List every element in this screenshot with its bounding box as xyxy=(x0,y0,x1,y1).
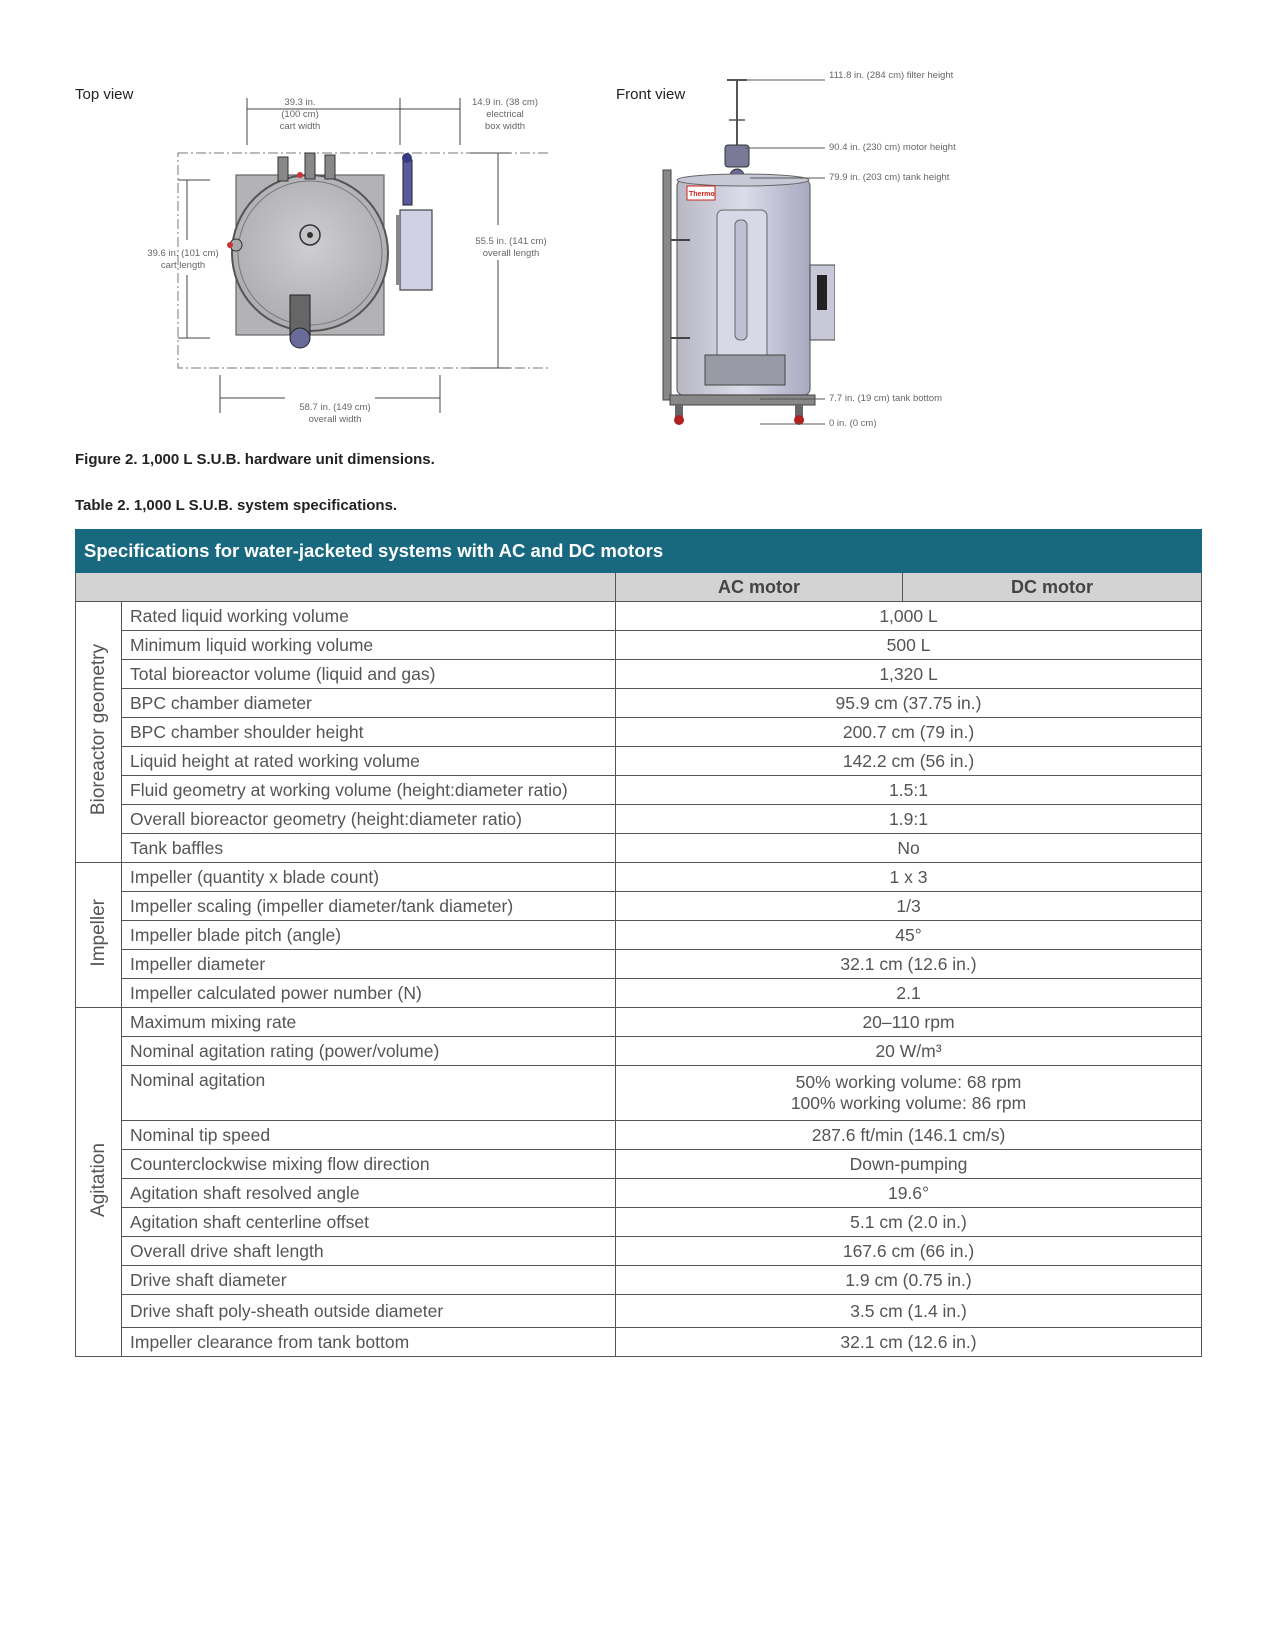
row-value: 200.7 cm (79 in.) xyxy=(616,718,1202,747)
table-row xyxy=(76,1208,1202,1237)
row-value: 45° xyxy=(616,921,1202,950)
group-label-bioreactor-geometry: Bioreactor geometry xyxy=(76,602,122,863)
row-label: Rated liquid working volume xyxy=(122,602,616,631)
table-row xyxy=(76,1266,1202,1295)
table-row xyxy=(76,950,1202,979)
row-value: Down-pumping xyxy=(616,1150,1202,1179)
row-value: 32.1 cm (12.6 in.) xyxy=(616,950,1202,979)
row-value: 20–110 rpm xyxy=(616,1008,1202,1037)
group-label-impeller: Impeller xyxy=(76,863,122,1008)
row-value: 287.6 ft/min (146.1 cm/s) xyxy=(616,1121,1202,1150)
row-label: Impeller clearance from tank bottom xyxy=(122,1328,616,1357)
dim-zero: 0 in. (0 cm) xyxy=(829,418,877,429)
table-row xyxy=(76,1008,1202,1037)
table-row xyxy=(76,892,1202,921)
table-row xyxy=(76,834,1202,863)
row-label: Minimum liquid working volume xyxy=(122,631,616,660)
figure-caption: Figure 2. 1,000 L S.U.B. hardware unit dimensions. xyxy=(75,451,435,468)
dim-tank-height: 79.9 in. (203 cm) tank height xyxy=(829,172,950,183)
dim-overall-length: 55.5 in. (141 cm) overall length xyxy=(475,236,547,259)
table-caption: Table 2. 1,000 L S.U.B. system specifications. xyxy=(75,497,398,514)
row-value: 142.2 cm (56 in.) xyxy=(616,747,1202,776)
row-label: Nominal tip speed xyxy=(122,1121,616,1150)
row-label: Overall drive shaft length xyxy=(122,1237,616,1266)
row-value: 500 L xyxy=(616,631,1202,660)
row-label: Drive shaft poly-sheath outside diameter xyxy=(122,1295,616,1328)
row-label: Tank baffles xyxy=(122,834,616,863)
colhead-ac-motor: AC motor xyxy=(616,573,903,602)
row-value: 3.5 cm (1.4 in.) xyxy=(616,1295,1202,1328)
table-row xyxy=(76,1295,1202,1328)
table-row xyxy=(76,1037,1202,1066)
row-value: 1.5:1 xyxy=(616,776,1202,805)
row-value: 95.9 cm (37.75 in.) xyxy=(616,689,1202,718)
row-label: Liquid height at rated working volume xyxy=(122,747,616,776)
group-label-agitation: Agitation xyxy=(76,1008,122,1357)
row-label: Impeller diameter xyxy=(122,950,616,979)
row-label: Fluid geometry at working volume (height:diameter ratio) xyxy=(122,776,616,805)
row-label: Overall bioreactor geometry (height:diameter ratio) xyxy=(122,805,616,834)
row-label: Nominal agitation rating (power/volume) xyxy=(122,1037,616,1066)
table-row xyxy=(76,979,1202,1008)
row-label: Impeller scaling (impeller diameter/tank diameter) xyxy=(122,892,616,921)
front-view-dimension-lines xyxy=(725,70,830,430)
dim-motor-height: 90.4 in. (230 cm) motor height xyxy=(829,142,956,153)
row-value: 20 W/m³ xyxy=(616,1037,1202,1066)
row-label: Impeller (quantity x blade count) xyxy=(122,863,616,892)
row-value: 2.1 xyxy=(616,979,1202,1008)
row-value: 32.1 cm (12.6 in.) xyxy=(616,1328,1202,1357)
table-row xyxy=(76,1237,1202,1266)
row-value: 167.6 cm (66 in.) xyxy=(616,1237,1202,1266)
table-row xyxy=(76,1328,1202,1357)
spec-table xyxy=(75,529,1202,1357)
row-value: 1,000 L xyxy=(616,602,1202,631)
colhead-blank xyxy=(76,573,616,602)
table-row xyxy=(76,660,1202,689)
row-label: Counterclockwise mixing flow direction xyxy=(122,1150,616,1179)
table-row xyxy=(76,1179,1202,1208)
row-value: 1,320 L xyxy=(616,660,1202,689)
table-row xyxy=(76,631,1202,660)
row-label: Nominal agitation xyxy=(122,1066,616,1121)
table-row xyxy=(76,602,1202,631)
row-label: Drive shaft diameter xyxy=(122,1266,616,1295)
thermo-logo: Thermo xyxy=(689,191,715,198)
row-label: Total bioreactor volume (liquid and gas) xyxy=(122,660,616,689)
table-row xyxy=(76,1066,1202,1121)
table-row xyxy=(76,805,1202,834)
row-label: Impeller blade pitch (angle) xyxy=(122,921,616,950)
row-value: 5.1 cm (2.0 in.) xyxy=(616,1208,1202,1237)
row-value: 1.9 cm (0.75 in.) xyxy=(616,1266,1202,1295)
row-label: BPC chamber diameter xyxy=(122,689,616,718)
dim-tank-bottom: 7.7 in. (19 cm) tank bottom xyxy=(829,393,942,404)
table-row xyxy=(76,776,1202,805)
row-value-multiline: 50% working volume: 68 rpm 100% working volume: 86 rpm xyxy=(616,1066,1202,1121)
row-value: 1 x 3 xyxy=(616,863,1202,892)
dim-overall-width: 58.7 in. (149 cm) overall width xyxy=(299,402,371,425)
row-label: Impeller calculated power number (N) xyxy=(122,979,616,1008)
top-view-label: Top view xyxy=(75,86,134,103)
table-banner: Specifications for water-jacketed systems with AC and DC motors xyxy=(76,530,1202,573)
dim-cart-width: 39.3 in. (100 cm) cart width xyxy=(279,97,321,132)
dim-cart-length: 39.6 in. (101 cm) cart length xyxy=(147,248,219,271)
dim-filter-height: 111.8 in. (284 cm) filter height xyxy=(829,70,954,81)
row-label: Agitation shaft centerline offset xyxy=(122,1208,616,1237)
row-value: 1.9:1 xyxy=(616,805,1202,834)
row-label: Maximum mixing rate xyxy=(122,1008,616,1037)
table-row xyxy=(76,921,1202,950)
table-row xyxy=(76,689,1202,718)
row-value: 1/3 xyxy=(616,892,1202,921)
table-row xyxy=(76,863,1202,892)
table-row xyxy=(76,747,1202,776)
table-row xyxy=(76,718,1202,747)
row-label: Agitation shaft resolved angle xyxy=(122,1179,616,1208)
dim-electrical-box-width: 14.9 in. (38 cm) electrical box width xyxy=(472,97,538,132)
table-row xyxy=(76,1150,1202,1179)
row-value: No xyxy=(616,834,1202,863)
row-value: 19.6° xyxy=(616,1179,1202,1208)
front-view-label: Front view xyxy=(616,86,686,103)
table-row xyxy=(76,1121,1202,1150)
row-label: BPC chamber shoulder height xyxy=(122,718,616,747)
colhead-dc-motor: DC motor xyxy=(903,573,1202,602)
